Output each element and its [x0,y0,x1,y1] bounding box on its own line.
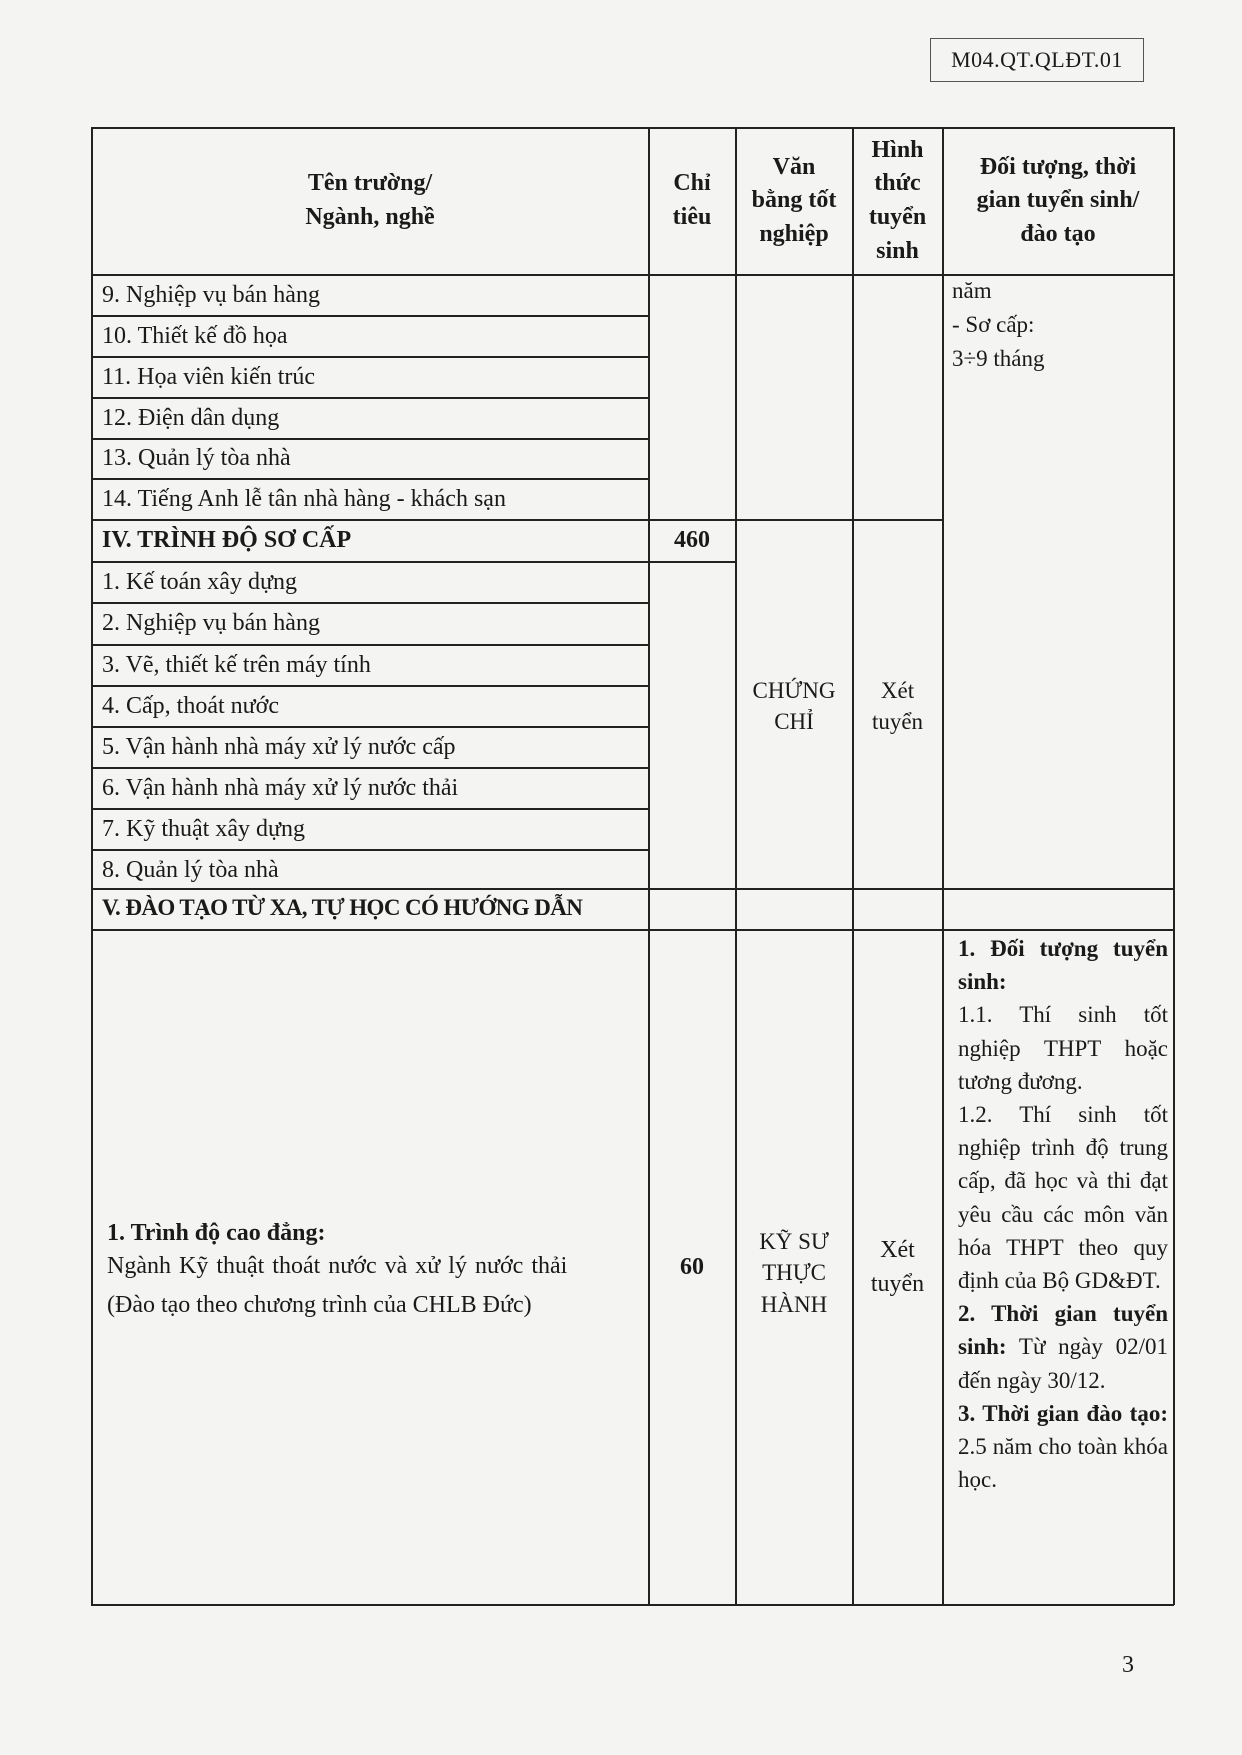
list-item: 5. Vận hành nhà máy xử lý nước cấp [102,734,456,760]
header-text: Chỉ [673,170,711,197]
row-line [91,478,649,480]
row-line [91,519,943,521]
table-border-right [1173,127,1175,1605]
table-border-bottom [91,1604,1174,1606]
table-row: 9. Nghiệp vụ bán hàng [102,282,320,308]
row-line [91,767,649,769]
row-line [91,397,649,399]
header-target-time [942,127,1174,275]
section-title: IV. TRÌNH ĐỘ SƠ CẤP [102,527,352,553]
desc-text: Từ ngày 02/01 đến ngày 30/12. [958,1334,1168,1393]
program-major: Ngành Kỹ thuật thoát nước và xử lý nước thải [107,1253,568,1279]
table-row: 10. Thiết kế đồ họa [102,323,288,349]
header-text: thức [874,170,921,197]
col-divider-3 [852,127,854,1605]
program-note: (Đào tạo theo chương trình của CHLB Đức) [107,1292,532,1318]
document-code: M04.QT.QLĐT.01 [930,38,1144,82]
desc-text: 2.5 năm cho toàn khóa học. [958,1434,1168,1493]
col-divider-2 [735,127,737,1605]
program-degree [735,1218,853,1328]
row-line [91,602,649,604]
degree-text: CHỨNG [752,677,836,703]
degree-text: HÀNH [760,1291,828,1317]
header-text: Ngành, nghề [305,204,435,230]
header-text: gian tuyển sinh/ [976,187,1140,214]
header-degree [735,127,853,275]
header-text: đào tạo [1020,220,1096,247]
form-text: tuyển [871,709,924,734]
row-line [91,888,1174,890]
top-note-line: - Sơ cấp: [952,312,1035,337]
table-row: 12. Điện dân dụng [102,405,280,431]
list-item: 7. Kỹ thuật xây dựng [102,816,305,842]
program-quota: 60 [680,1254,704,1280]
header-text: Đối tượng, thời [979,153,1137,180]
desc-heading: 1. Đối tượng tuyển sinh: [958,936,1168,995]
row-line [91,561,736,563]
row-line [91,808,649,810]
row-line [91,726,649,728]
degree-text: CHỈ [774,709,814,734]
header-text: Tên trường/ [307,170,433,197]
header-text: Văn [772,153,816,180]
form-text: Xét [880,1237,915,1264]
table-row: 13. Quản lý tòa nhà [102,445,291,471]
degree-text: THỰC [762,1260,826,1286]
form-text: Xét [880,677,915,703]
header-text: tiêu [672,204,712,230]
desc-heading: 3. Thời gian đào tạo: [958,1400,1168,1426]
row-line [91,644,649,646]
program-title: 1. Trình độ cao đẳng: [107,1220,326,1246]
desc-heading: 2. Thời gian tuyển sinh: [958,1301,1168,1360]
section-quota: 460 [674,527,710,553]
program-form [852,1228,943,1308]
list-item: 6. Vận hành nhà máy xử lý nước thải [102,775,459,801]
list-item: 1. Kế toán xây dựng [102,569,297,595]
row-line [91,849,649,851]
section4-degree [735,670,853,742]
form-text: tuyển [870,1271,925,1297]
desc-paragraph: 1.1. Thí sinh tốt nghiệp THPT hoặc tương đương. [958,1002,1168,1094]
header-text: tuyển [868,204,927,230]
header-quota [648,127,736,275]
col-divider-1 [648,127,650,1605]
header-text: bằng tốt [751,187,837,214]
header-text: nghiệp [759,220,829,247]
header-text: sinh [876,237,919,264]
row-line [91,929,1174,931]
row-line [91,315,649,317]
table-border-left [91,127,93,1605]
top-note-line: 3÷9 tháng [952,346,1045,371]
list-item: 3. Vẽ, thiết kế trên máy tính [102,652,371,678]
page-number: 3 [1122,1652,1134,1678]
list-item: 2. Nghiệp vụ bán hàng [102,610,320,636]
col-divider-4 [942,127,944,1605]
desc-paragraph: 1.2. Thí sinh tốt nghiệp trình độ trung cấp, đã học và thi đạt yêu cầu các môn văn hóa THPT theo quy định của Bộ GD&ĐT. [958,1102,1168,1294]
table-row: 14. Tiếng Anh lễ tân nhà hàng - khách sạn [102,486,506,512]
section-title: V. ĐÀO TẠO TỪ XA, TỰ HỌC CÓ HƯỚNG DẪN [102,895,583,920]
program-description [958,932,1168,1496]
top-note-line: năm [952,278,992,303]
row-line [91,685,649,687]
section4-form [852,670,943,742]
table-row: 11. Họa viên kiến trúc [102,364,316,390]
row-line [91,438,649,440]
list-item: 4. Cấp, thoát nước [102,693,279,719]
header-admission-form [852,127,943,275]
header-text: Hình [871,136,924,163]
header-school-major [91,127,649,275]
row-line [91,356,649,358]
list-item: 8. Quản lý tòa nhà [102,857,279,883]
degree-text: KỸ SƯ [759,1229,829,1255]
